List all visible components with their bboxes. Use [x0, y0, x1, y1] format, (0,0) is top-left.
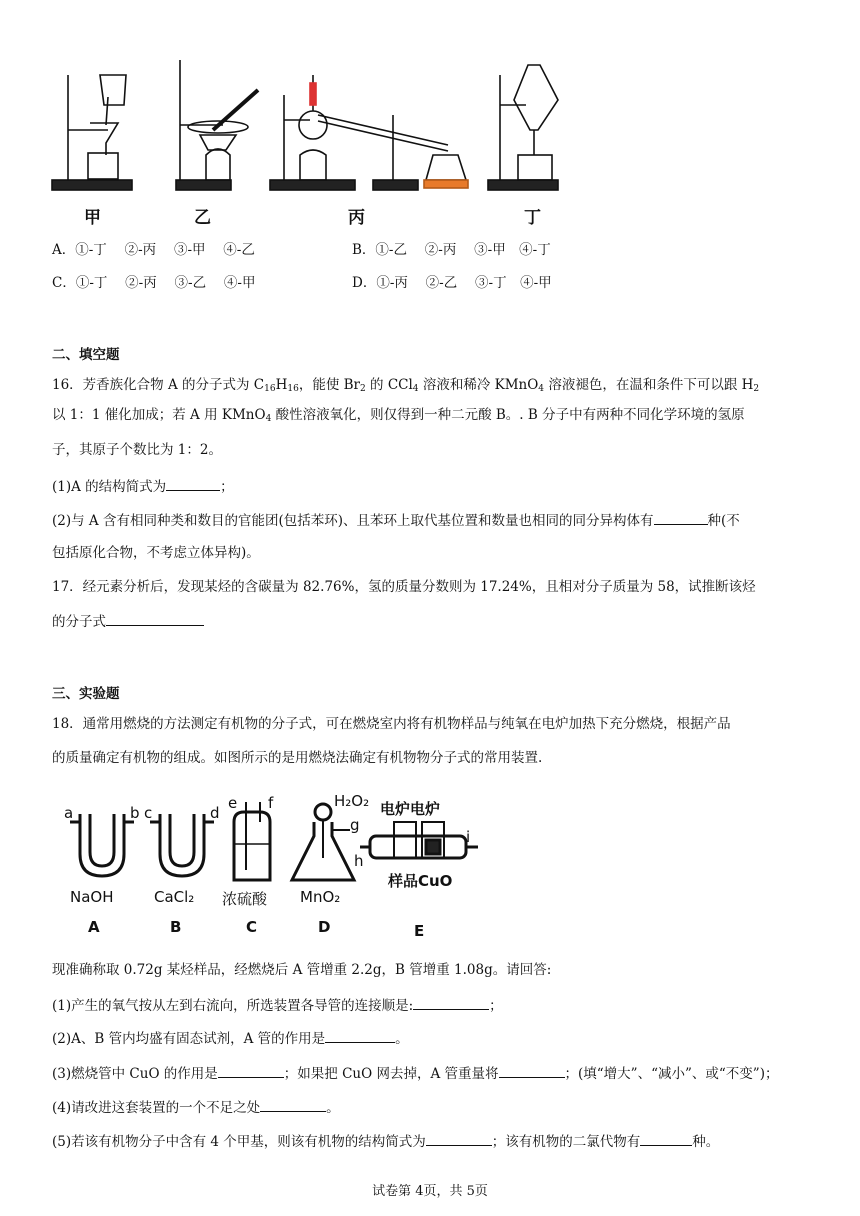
option-b: B．①-乙 ②-丙 ③-甲 ④-丁 [352, 242, 551, 258]
section-heading-fill-in: 二、填空题 [52, 347, 120, 363]
answer-blank[interactable] [106, 611, 204, 626]
port-label-e: e [228, 794, 238, 812]
sample-cuo-label: 样品CuO [388, 872, 453, 890]
q17-line-2: 的分子式 [52, 611, 204, 632]
section-heading-experiment: 三、实验题 [52, 686, 120, 702]
answer-blank[interactable] [654, 510, 708, 525]
q16-line-2: 以 1：1 催化加成；若 A 用 KMnO$_4$ 酸性溶液氧化，则仅得到一种二元酸 B。. B 分子中有两种不同化学环境的氢原 [52, 407, 745, 424]
apparatus-figure-2 [62, 792, 482, 942]
apparatus-drawing-1 [48, 55, 588, 200]
reagent-label-mno2: MnO₂ [300, 888, 341, 906]
q16-sub1: (1)A 的结构简式为 ； [52, 476, 234, 497]
port-label-d: d [210, 804, 220, 822]
answer-blank[interactable] [426, 1131, 492, 1146]
reagent-label-naoh: NaOH [70, 888, 114, 906]
q18-sub5: (5)若该有机物分子中含有 4 个甲基，则该有机物的结构简式为 ；该有机物的二氯代物有 种。 [52, 1131, 719, 1152]
electric-furnace-label: 电炉电炉 [380, 800, 441, 818]
q16-line-1: 16．芳香族化合物 A 的分子式为 $C_{16}H_{16}$，能使 $Br_2$ 的 CCl$_4$ 溶液和稀冷 KMnO$_4$ 溶液褪色，在温和条件下可以跟 $H_2$ [52, 377, 760, 394]
port-label-i: i [466, 828, 471, 846]
apparatus-letter-a: A [88, 918, 100, 936]
answer-blank[interactable] [325, 1028, 395, 1043]
apparatus-letter-d: D [318, 918, 331, 936]
reagent-label-h2so4: 浓硫酸 [222, 890, 268, 908]
q18-sub4: (4)请改进这套装置的一个不足之处 。 [52, 1097, 340, 1118]
answer-blank[interactable] [499, 1063, 565, 1078]
option-a: A．①-丁 ②-丙 ③-甲 ④-乙 [52, 242, 255, 258]
q16-sub2-cont: 包括原化合物，不考虑立体异构)。 [52, 545, 260, 561]
apparatus-label-yi: 乙 [194, 208, 211, 228]
q18-sub3: (3)燃烧管中 CuO 的作用是 ；如果把 CuO 网去掉，A 管重量将 ；(填“增大”、“减小”、或“不变”)； [52, 1063, 778, 1084]
port-label-a: a [64, 804, 74, 822]
port-label-c: c [144, 804, 153, 822]
apparatus-letter-b: B [170, 918, 182, 936]
reagent-label-cacl2: CaCl₂ [154, 888, 195, 906]
q16-sub2: (2)与 A 含有相同种类和数目的官能团(包括苯环)、且苯环上取代基位置和数量也相同的同分异构体有 种(不 [52, 510, 740, 531]
option-c: C．①-丁 ②-丙 ③-乙 ④-甲 [52, 275, 256, 291]
page-footer: 试卷第 4页，共 5页 [372, 1184, 488, 1199]
apparatus-letter-e: E [414, 922, 425, 940]
apparatus-label-jia: 甲 [84, 208, 101, 228]
apparatus-label-ding: 丁 [524, 208, 541, 228]
port-label-f: f [268, 794, 274, 812]
answer-blank[interactable] [218, 1063, 284, 1078]
port-label-b: b [130, 804, 140, 822]
reagent-label-h2o2: H₂O₂ [334, 792, 370, 810]
answer-blank[interactable] [413, 995, 489, 1010]
q18-line-2: 的质量确定有机物的组成。如图所示的是用燃烧法确定有机物物分子式的常用装置. [52, 750, 543, 766]
answer-blank[interactable] [166, 476, 220, 491]
port-label-h: h [354, 852, 364, 870]
port-label-g: g [350, 816, 360, 834]
apparatus-figure-1 [48, 55, 588, 228]
q18-sub1: (1)产生的氧气按从左到右流向，所选装置各导管的连接顺是: ； [52, 995, 503, 1016]
q18-sub2: (2)A、B 管内均盛有固态试剂，A 管的作用是 。 [52, 1028, 409, 1049]
q17-line-1: 17．经元素分析后，发现某烃的含碳量为 82.76%，氢的质量分数则为 17.24%，且相对分子质量为 58，试推断该烃 [52, 579, 756, 595]
answer-blank[interactable] [640, 1131, 692, 1146]
apparatus-letter-c: C [246, 918, 258, 936]
q18-data-line: 现准确称取 0.72g 某烃样品，经燃烧后 A 管增重 2.2g，B 管增重 1.08g。请回答: [52, 962, 552, 978]
q18-line-1: 18．通常用燃烧的方法测定有机物的分子式，可在燃烧室内将有机物样品与纯氧在电炉加热下充分燃烧，根据产品 [52, 716, 731, 732]
option-d: D．①-丙 ②-乙 ③-丁 ④-甲 [352, 275, 552, 291]
apparatus-label-bing: 丙 [348, 208, 365, 228]
q16-line-3: 子，其原子个数比为 1：2。 [52, 442, 222, 458]
answer-blank[interactable] [260, 1097, 326, 1112]
